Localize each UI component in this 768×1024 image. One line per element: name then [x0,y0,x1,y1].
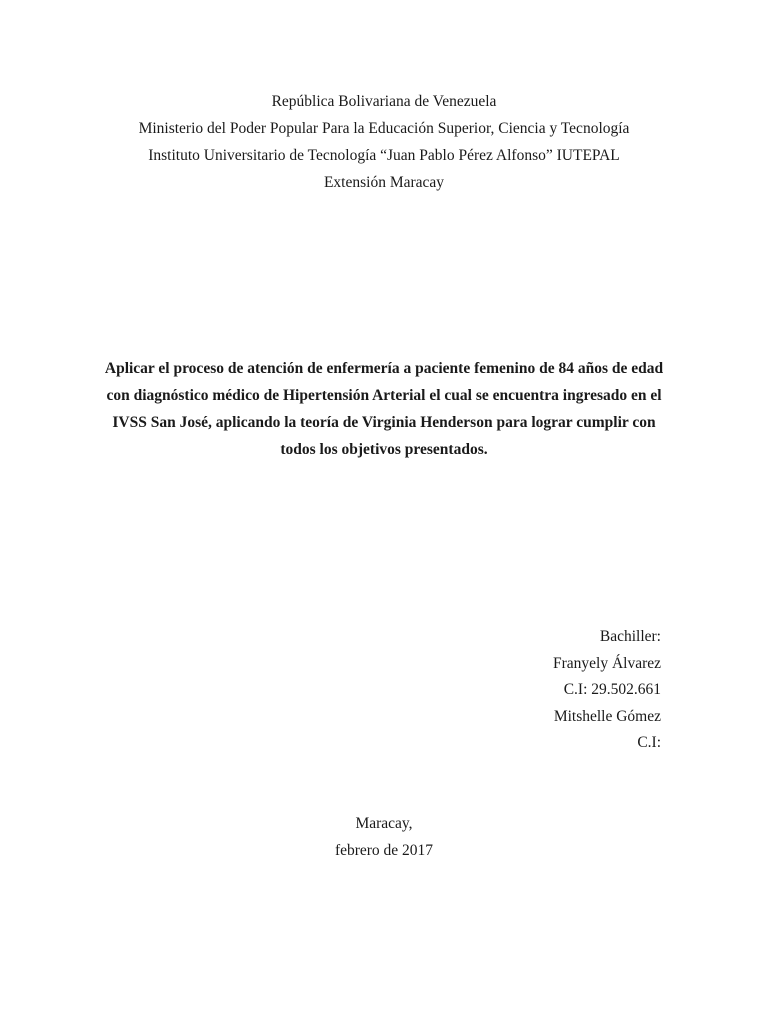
institute-line: Instituto Universitario de Tecnología “Juan Pablo Pérez Alfonso” IUTEPAL [148,147,620,164]
title-line: con diagnóstico médico de Hipertensión Arterial el cual se encuentra ingresado en el [106,387,662,404]
date-line: febrero de 2017 [334,842,434,859]
institution-header [0,88,768,196]
author-name: Franyely Álvarez [552,654,661,672]
city-line: Maracay, [355,815,413,832]
place-date-footer [0,810,768,864]
authors-block [401,624,661,757]
title-line: Aplicar el proceso de atención de enfermería a paciente femenino de 84 años de edad [104,360,664,377]
role-label: Bachiller: [599,628,661,645]
title-line: todos los objetivos presentados. [280,441,488,458]
author-id: C.I: 29.502.661 [563,681,661,698]
author-name: Mitshelle Gómez [553,707,661,725]
ministry-line: Ministerio del Poder Popular Para la Educación Superior, Ciencia y Tecnología [138,120,630,137]
country-line: República Bolivariana de Venezuela [271,93,497,110]
title-line: IVSS San José, aplicando la teoría de Virginia Henderson para lograr cumplir con [112,414,656,431]
author-id: C.I: [637,734,661,751]
extension-line: Extensión Maracay [323,174,445,191]
document-title [96,355,672,463]
